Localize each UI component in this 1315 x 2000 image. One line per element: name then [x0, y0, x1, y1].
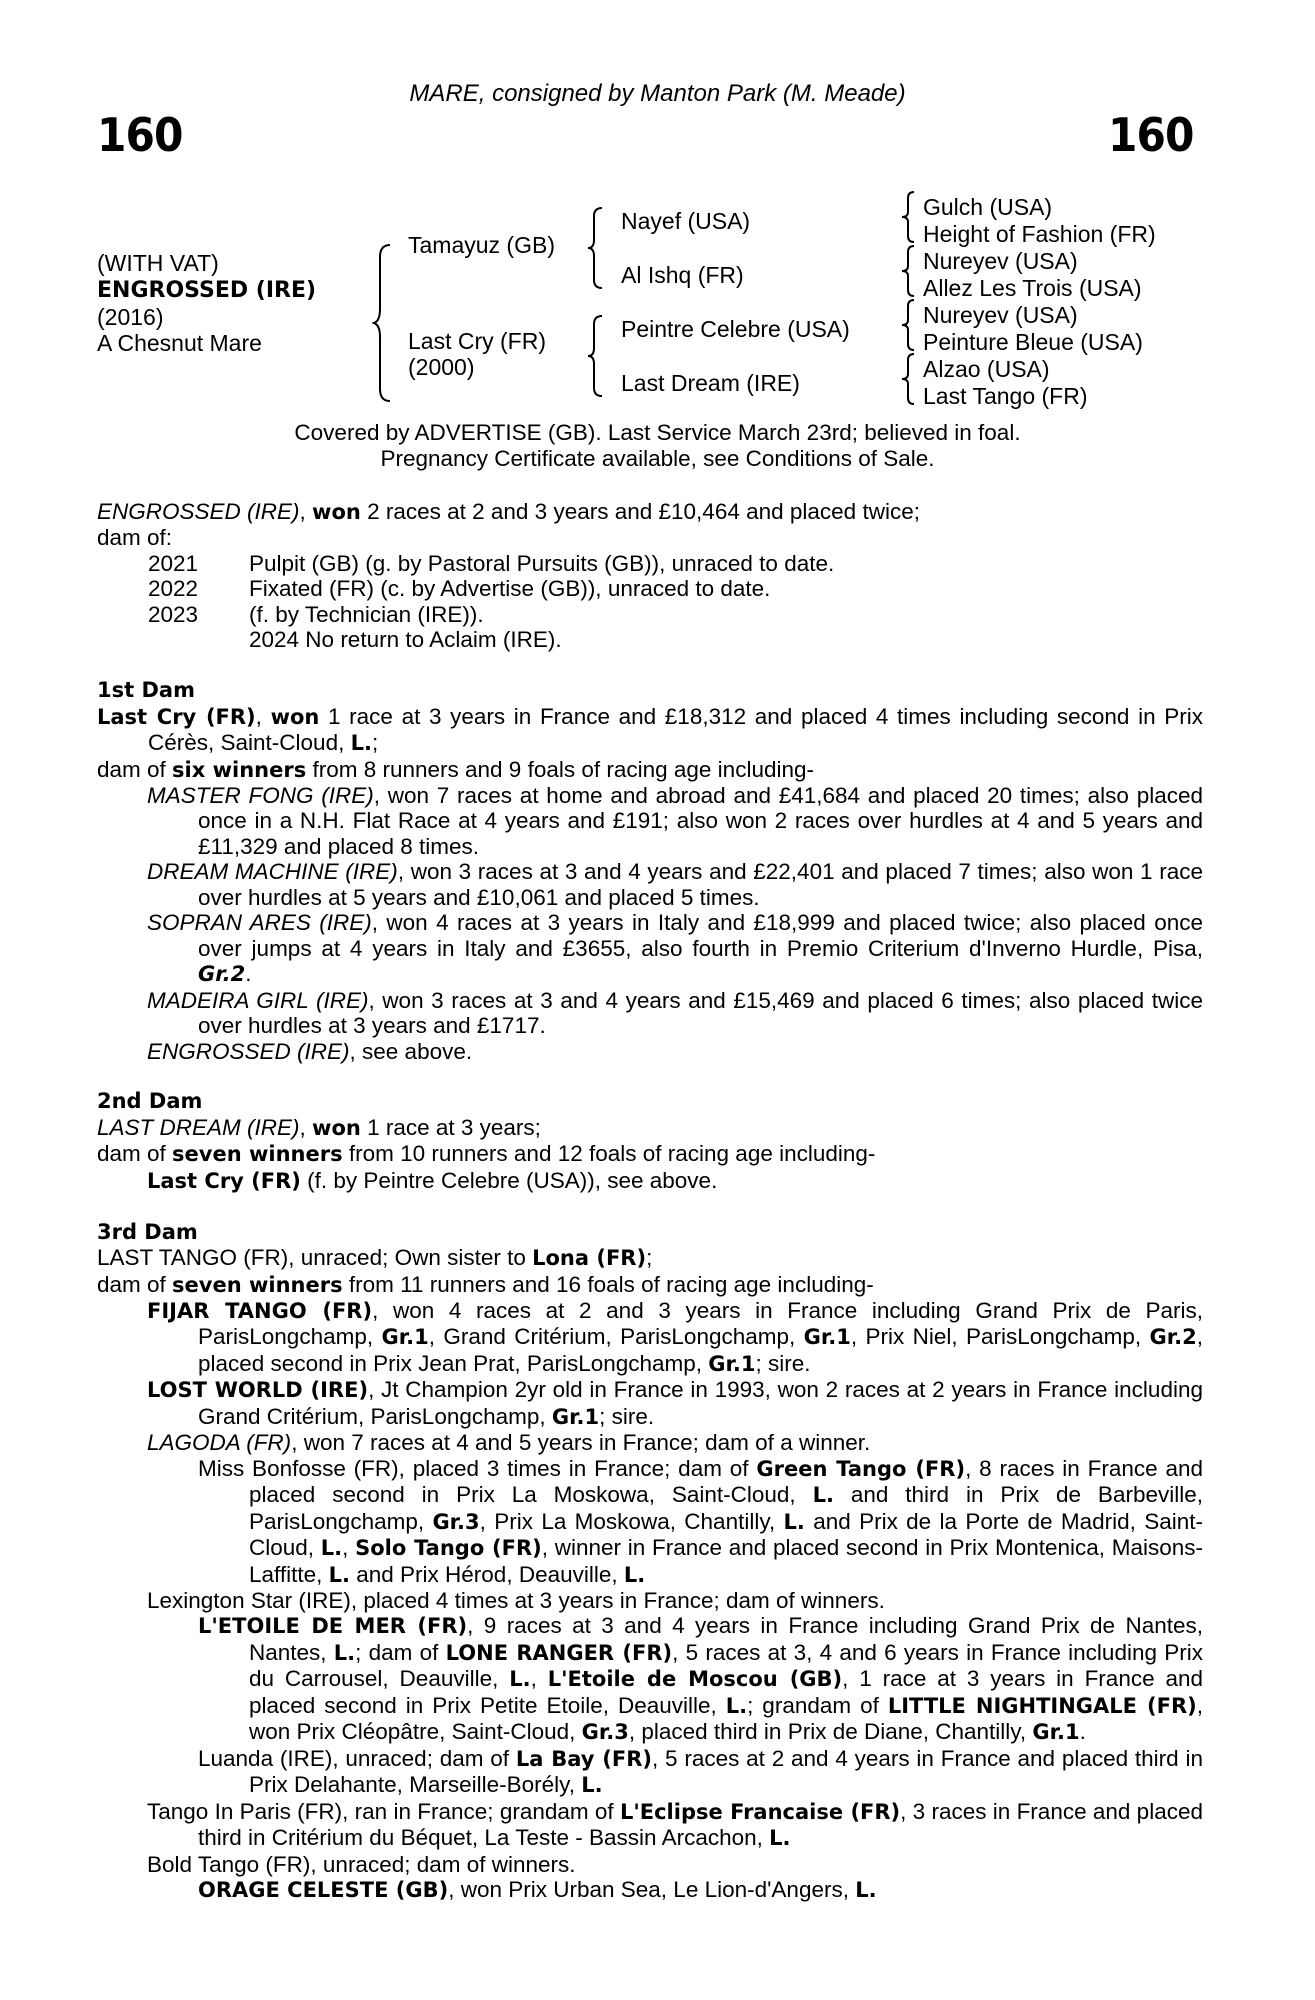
ancestor: Nureyev (USA) — [923, 302, 1078, 328]
second-dam-section — [97, 1089, 1203, 1194]
progeny-entry: DREAM MACHINE (IRE), won 3 races at 3 and 4 years and £22,401 and placed 7 times; also won 1 race over hurdles at 5 years and £10,061 and placed 5 times. — [147, 859, 1203, 910]
dam-of-label: dam of: — [97, 525, 173, 551]
progeny-entry: ENGROSSED (IRE), see above. — [147, 1038, 473, 1064]
ancestor: Alzao (USA) — [923, 356, 1050, 382]
dam-year: (2000) — [408, 354, 475, 380]
ancestor: Height of Fashion (FR) — [923, 221, 1156, 247]
brace-gen3-1-icon — [900, 190, 918, 244]
dam-of-summary: dam of six winners from 8 runners and 9 foals of racing age including- — [97, 756, 814, 782]
ancestor: Nureyev (USA) — [923, 248, 1078, 274]
brace-gen3-4-icon — [900, 352, 918, 406]
progeny-entry: ORAGE CELESTE (GB), won Prix Urban Sea, Le Lion-d'Angers, L. — [198, 1876, 877, 1902]
pregnancy-line: Pregnancy Certificate available, see Conditions of Sale. — [380, 445, 935, 471]
progeny-entry: Miss Bonfosse (FR), placed 3 times in France; dam of Green Tango (FR), 8 races in France and placed second in Prix La Moskowa, Saint-Cloud, L. and third in Prix de Barbeville, ParisLongchamp, Gr.3, Prix La Moskowa, Chantilly, L. and Prix de la Porte de Madrid, Saint-Cloud, L., Solo Tango (FR), winner in France and placed second in Prix Montenica, Maisons-Laffitte, L. and Prix Hérod, Deauville, L. — [198, 1455, 1204, 1587]
horse-identity — [97, 250, 316, 356]
dam-record: Last Cry (FR), won 1 race at 3 years in France and £18,312 and placed 4 times including second in Prix Cérès, Saint-Cloud, L.; — [97, 703, 1203, 756]
ancestor: Allez Les Trois (USA) — [923, 275, 1142, 301]
sire-sire: Nayef (USA) — [621, 208, 751, 234]
ancestor: Peinture Bleue (USA) — [923, 329, 1143, 355]
sire-dam: Al Ishq (FR) — [621, 262, 744, 288]
progeny-entry: Luanda (IRE), unraced; dam of La Bay (FR), 5 races at 2 and 4 years in France and placed third in Prix Delahante, Marseille-Borély, L. — [198, 1745, 1203, 1798]
dam-record: LAST TANGO (FR), unraced; Own sister to Lona (FR); — [97, 1245, 653, 1271]
covering-note — [0, 420, 1315, 471]
progeny-entry: MASTER FONG (IRE), won 7 races at home and abroad and £41,684 and placed 20 times; also placed once in a N.H. Flat Race at 4 years and £191; also won 2 races over hurdles at 4 and 5 years and £11,329 and placed 8 times. — [147, 782, 1203, 859]
brace-gen3-3-icon — [900, 298, 918, 352]
dam-of-summary: dam of seven winners from 10 runners and 12 foals of racing age including- — [97, 1141, 876, 1167]
brace-large-icon — [372, 243, 394, 403]
progeny-entry: MADEIRA GIRL (IRE), won 3 races at 3 and 4 years and £15,469 and placed 6 times; also placed twice over hurdles at 3 years and £1717. — [147, 987, 1203, 1039]
progeny-entry: Last Cry (FR) (f. by Peintre Celebre (USA)), see above. — [147, 1167, 718, 1193]
first-dam-section — [97, 678, 1203, 1064]
progeny-entry: Lexington Star (IRE), placed 4 times at 3 years in France; dam of winners. — [147, 1587, 885, 1613]
dam-dam: Last Dream (IRE) — [621, 370, 800, 396]
produce-summary: ENGROSSED (IRE), won 2 races at 2 and 3 years and £10,464 and placed twice; — [97, 499, 920, 524]
section-heading: 3rd Dam — [97, 1219, 198, 1244]
dam-of-summary: dam of seven winners from 11 runners and 16 foals of racing age including- — [97, 1271, 874, 1297]
progeny-entry: FIJAR TANGO (FR), won 4 races at 2 and 3 years in France including Grand Prix de Paris, ParisLongchamp, Gr.1, Grand Critérium, ParisLongchamp, Gr.1, Prix Niel, ParisLongchamp, Gr.2, placed second in Prix Jean Prat, ParisLongchamp, Gr.1; sire. — [147, 1298, 1204, 1376]
horse-description: A Chesnut Mare — [97, 330, 262, 356]
progeny-entry: Tango In Paris (FR), ran in France; grandam of L'Eclipse Francaise (FR), 3 races in France and placed third in Critérium du Béquet, La Teste - Bassin Arcachon, L. — [147, 1798, 1203, 1851]
brace-sire-icon — [586, 206, 606, 290]
dam-label: Last Cry (FR) — [408, 328, 546, 354]
covering-line: Covered by ADVERTISE (GB). Last Service March 23rd; believed in foal. — [294, 420, 1021, 445]
section-heading: 2nd Dam — [97, 1089, 203, 1114]
brace-dam-icon — [586, 314, 606, 398]
progeny-entry: LOST WORLD (IRE), Jt Champion 2yr old in France in 1993, won 2 races at 2 years in France including Grand Critérium, ParisLongchamp, Gr.1; sire. — [147, 1377, 1203, 1429]
progeny-entry: Bold Tango (FR), unraced; dam of winners. — [147, 1851, 576, 1877]
third-dam-section — [97, 1220, 1203, 1904]
dam-name — [408, 328, 546, 380]
third-generation — [923, 194, 1156, 410]
foal-row: 2022 Fixated (FR) (c. by Advertise (GB)), unraced to date. — [148, 576, 771, 602]
vat-label: (WITH VAT) — [97, 250, 219, 276]
catalogue-body — [97, 499, 1203, 1903]
produce-record — [97, 499, 1203, 653]
lot-number-left: 160 — [97, 108, 183, 162]
consignor-title: MARE, consigned by Manton Park (M. Meade) — [409, 80, 906, 107]
progeny-entry: L'ETOILE DE MER (FR), 9 races at 3 and 4 years in France including Grand Prix de Nantes, Nantes, L.; dam of LONE RANGER (FR), 5 races at 3, 4 and 6 years in France including Prix du Carrousel, Deauville, L., L'Etoile de Moscou (GB), 1 race at 3 years in France and placed second in Prix Petite Etoile, Deauville, L.; grandam of LITTLE NIGHTINGALE (FR), won Prix Cléopâtre, Saint-Cloud, Gr.3, placed third in Prix de Diane, Chantilly, Gr.1. — [198, 1613, 1204, 1745]
progeny-entry: LAGODA (FR), won 7 races at 4 and 5 years in France; dam of a winner. — [147, 1430, 871, 1456]
dam-record: LAST DREAM (IRE), won 1 race at 3 years; — [97, 1114, 541, 1140]
foal-row: 2021 Pulpit (GB) (g. by Pastoral Pursuits (GB)), unraced to date. — [148, 550, 835, 576]
foal-row: 2024 No return to Aclaim (IRE). — [249, 627, 562, 653]
foaling-year: (2016) — [97, 304, 164, 330]
lot-number-right: 160 — [1108, 108, 1194, 162]
ancestor: Gulch (USA) — [923, 194, 1053, 220]
brace-gen3-2-icon — [900, 244, 918, 298]
section-heading: 1st Dam — [97, 678, 195, 703]
dam-sire: Peintre Celebre (USA) — [621, 316, 850, 342]
horse-name: ENGROSSED (IRE) — [97, 278, 317, 303]
foal-row: 2023 (f. by Technician (IRE)). — [148, 601, 484, 627]
ancestor: Last Tango (FR) — [923, 383, 1088, 409]
sire-name: Tamayuz (GB) — [408, 232, 555, 258]
progeny-entry: SOPRAN ARES (IRE), won 4 races at 3 years in Italy and £18,999 and placed twice; also placed once over jumps at 4 years in Italy and £3655, also fourth in Premio Criterium d'Inverno Hurdle, Pisa, Gr.2. — [147, 910, 1203, 987]
